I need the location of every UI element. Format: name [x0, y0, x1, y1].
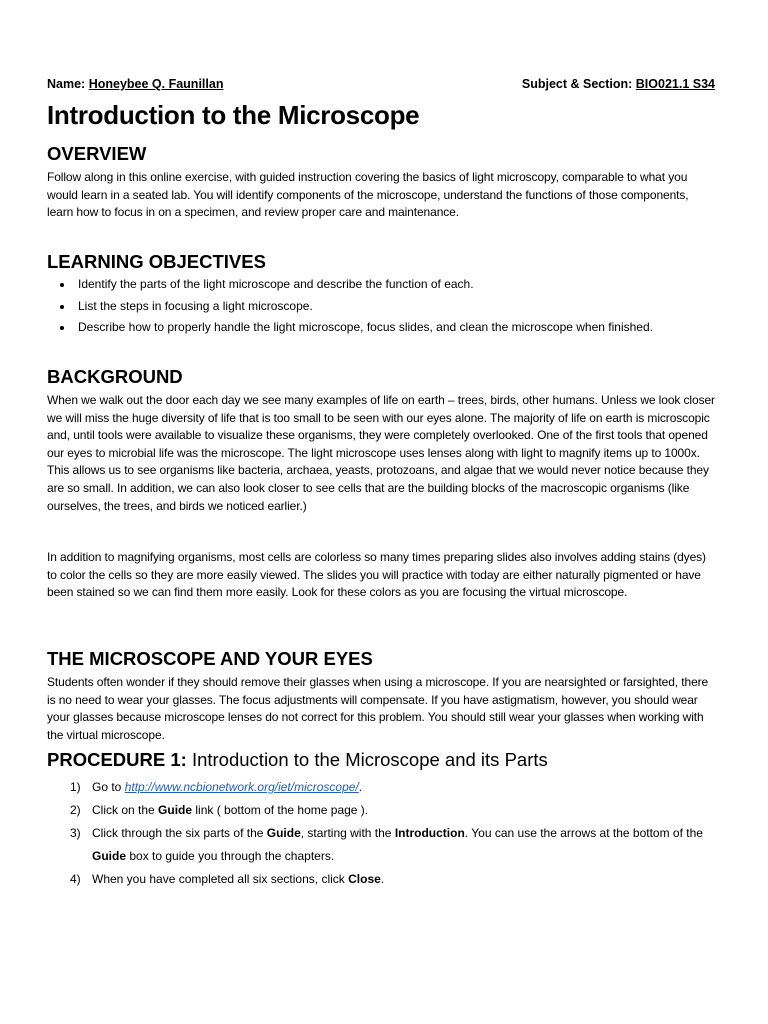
bullet-icon	[60, 283, 64, 287]
objectives-heading: LEARNING OBJECTIVES	[47, 251, 266, 272]
list-item: List the steps in focusing a light microscope.	[47, 298, 653, 320]
subject-label: Subject & Section:	[521, 77, 633, 91]
bullet-icon	[60, 326, 64, 330]
subject-field	[522, 77, 715, 91]
subject-value: BIO021.1 S34	[635, 77, 715, 91]
name-value: Honeybee Q. Faunillan	[88, 77, 224, 91]
background-text-1: When we walk out the door each day we see many examples of life on earth – trees, birds, other humans. Unless we look closer we will miss the huge diversity of life that is too small to be seen with our eyes alone. The majority of life on earth is microscopic and, until tools were available to visualize these organisms, they were completely overlooked. One of the first tools that opened our eyes to microbial life was the microscope. The light microscope uses lenses along with light to magnify items up to 1000x. This allows us to see organisms like bacteria, archaea, yeasts, protozoans, and algae that we would never notice because they are so small. In addition, we can also look closer to see cells that are the building blocks of the macroscopic organisms (like ourselves, the trees, and birds we noticed earlier.)	[47, 393, 715, 513]
eyes-paragraph	[47, 674, 715, 744]
background-heading: BACKGROUND	[47, 366, 183, 387]
eyes-heading: THE MICROSCOPE AND YOUR EYES	[47, 648, 373, 669]
list-item: 1) Go to http://www.ncbionetwork.org/iet/microscope/.	[70, 780, 363, 794]
eyes-text: Students often wonder if they should remove their glasses when using a microscope. If you are nearsighted or farsighted, there is no need to wear your glasses. The focus adjustments will compensate. If you have astigmatism, however, you should wear your glasses because microscope lenses do not correct for this problem. You should still wear your glasses when working with the virtual microscope.	[47, 675, 709, 742]
list-item: 2) Click on the Guide link ( bottom of the home page ).	[70, 803, 369, 817]
list-item: Identify the parts of the light microscope and describe the function of each.	[47, 276, 653, 298]
name-field	[47, 77, 223, 91]
bullet-icon	[60, 305, 64, 309]
background-paragraph-1	[47, 392, 715, 515]
overview-paragraph	[47, 169, 715, 222]
microscope-link[interactable]: http://www.ncbionetwork.org/iet/microscope/	[124, 780, 359, 794]
procedure-title: Introduction to the Microscope and its Parts	[186, 749, 548, 770]
list-item: 4) When you have completed all six sections, click Close.	[70, 872, 385, 886]
objectives-list	[47, 276, 653, 341]
name-label: Name:	[47, 77, 86, 91]
overview-heading: OVERVIEW	[47, 143, 147, 164]
list-item: Describe how to properly handle the light microscope, focus slides, and clean the microscope when finished.	[47, 319, 653, 341]
procedure-label: PROCEDURE 1:	[47, 749, 187, 770]
overview-text: Follow along in this online exercise, with guided instruction covering the basics of light microscopy, comparable to what you would learn in a seated lab. You will identify components of the microscope, understand the functions of those components, learn how to focus in on a specimen, and review proper care and maintenance.	[47, 170, 689, 220]
header-line	[47, 77, 715, 95]
procedure-steps	[47, 776, 715, 891]
procedure-heading	[47, 749, 548, 771]
background-paragraph-2	[47, 549, 715, 602]
document-title: Introduction to the Microscope	[47, 100, 420, 130]
list-item: 3) Click through the six parts of the Guide, starting with the Introduction. You can use the arrows at the bottom of the Guide box to guide you through the chapters.	[70, 826, 703, 863]
background-text-2: In addition to magnifying organisms, most cells are colorless so many times preparing slides also involves adding stains (dyes) to color the cells so they are more easily viewed. The slides you will practice with today are either naturally pigmented or have been stained so we can find them more easily. Look for these colors as you are focusing the virtual microscope.	[47, 550, 706, 600]
